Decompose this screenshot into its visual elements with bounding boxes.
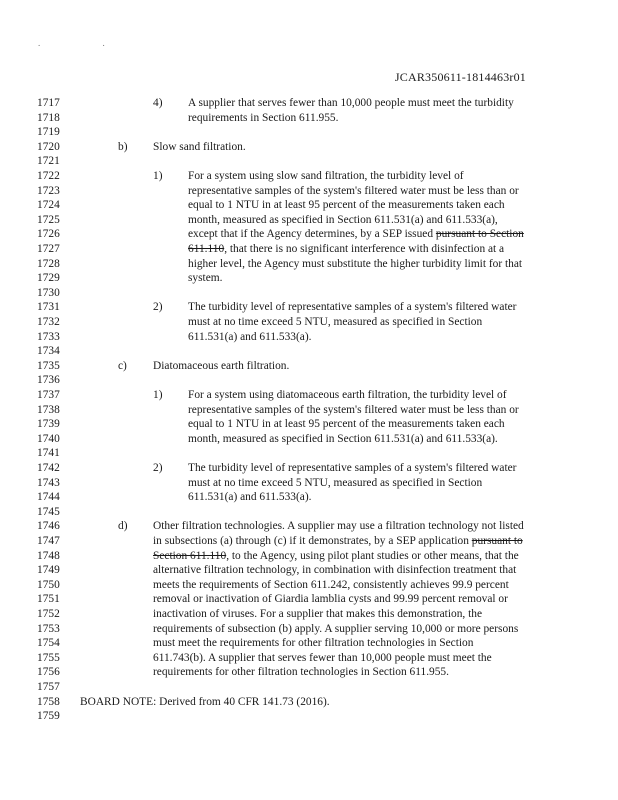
line-number: 1751 (37, 593, 60, 606)
line-text (153, 636, 473, 650)
line-number: 1749 (37, 564, 60, 577)
text-segment: higher level, the Agency must substitute the higher turbidity limit for that (188, 257, 523, 270)
line-number: 1754 (37, 637, 60, 650)
text-segment: must meet the requirements for other filtration technologies in Section (153, 637, 474, 650)
line-number: 1740 (37, 432, 60, 445)
line-number: 1744 (37, 491, 60, 504)
text-segment: 611.531(a) and 611.533(a). (188, 330, 312, 343)
line-number: 1743 (37, 476, 60, 489)
line-text (188, 300, 516, 314)
line-text (188, 403, 519, 417)
line-number: 1753 (37, 622, 60, 635)
line-text (188, 184, 519, 198)
line-number: 1732 (37, 316, 60, 328)
paragraph-number: 1) (153, 170, 163, 182)
line-text (188, 417, 505, 431)
line-number: 1750 (37, 578, 60, 591)
line-text (188, 96, 514, 110)
line-text (153, 549, 519, 563)
text-segment: except that if the Agency determines, by a SEP issued (188, 228, 436, 241)
paragraph-number: 2) (153, 301, 163, 314)
line-number: 1722 (37, 170, 60, 182)
line-text (188, 111, 338, 125)
line-number: 1745 (37, 505, 60, 518)
text-segment: inactivation of viruses. For a supplier that makes this demonstration, the (153, 608, 482, 620)
line-number: 1730 (37, 286, 60, 299)
line-number: 1728 (37, 257, 60, 270)
line-number: 1738 (37, 403, 60, 416)
line-text (153, 519, 524, 533)
line-number: 1726 (37, 228, 60, 241)
line-number: 1747 (37, 535, 60, 547)
text-segment: The turbidity level of representative samples of a system's filtered water (188, 301, 517, 314)
line-number: 1741 (37, 447, 60, 460)
line-text (188, 213, 498, 227)
line-number: 1734 (37, 345, 60, 358)
text-segment: 611.743(b). A supplier that serves fewer than 10,000 people must meet the (153, 651, 492, 664)
line-text (188, 271, 223, 285)
line-text (153, 651, 492, 665)
line-text (153, 96, 163, 110)
line-number: 1759 (37, 710, 60, 723)
line-number: 1735 (37, 359, 60, 372)
line-text (153, 592, 508, 606)
subsection-label: b) (118, 140, 128, 153)
line-number: 1733 (37, 330, 60, 343)
text-segment: BOARD NOTE: Derived from 40 CFR 141.73 (2016). (80, 695, 330, 708)
struck-text: pursuant to (471, 535, 523, 547)
line-text (153, 607, 482, 621)
struck-text: Section 611.110 (153, 549, 227, 562)
line-number: 1725 (37, 213, 60, 226)
line-number: 1758 (37, 695, 60, 708)
text-segment: system. (188, 272, 223, 285)
line-text (188, 461, 516, 475)
line-number: 1718 (37, 111, 60, 124)
text-segment: Diatomaceous earth filtration. (153, 359, 290, 372)
text-segment: equal to 1 NTU in at least 95 percent of the measurements taken each (188, 418, 505, 431)
line-number: 1729 (37, 272, 60, 285)
line-text (153, 140, 246, 154)
text-segment: requirements in Section 611.955. (188, 111, 339, 124)
text-segment: , to the Agency, using pilot plant studies or other means, that the (226, 549, 519, 562)
line-number: 1721 (37, 155, 60, 168)
line-text (153, 665, 449, 679)
subsection-label: c) (118, 359, 127, 372)
line-text (153, 578, 509, 592)
line-number: 1720 (37, 140, 60, 153)
line-number: 1756 (37, 666, 60, 679)
text-segment: must at no time exceed 5 NTU, measured as specified in Section (188, 476, 483, 489)
line-text (188, 315, 482, 329)
line-text (188, 169, 464, 183)
line-text (188, 198, 505, 212)
line-number: 1746 (37, 520, 60, 533)
line-text (153, 622, 518, 636)
text-segment: representative samples of the system's filtered water must be less than or (188, 184, 519, 197)
line-text (188, 388, 507, 402)
line-text (188, 227, 524, 241)
document-id: JCAR350611-1814463r01 (394, 70, 526, 84)
line-text (188, 242, 504, 256)
text-segment: 611.531(a) and 611.533(a). (188, 491, 312, 504)
text-segment: in subsections (a) through (c) if it demonstrates, by a SEP application (153, 535, 472, 547)
line-number: 1739 (37, 418, 60, 431)
line-text (153, 563, 516, 577)
line-number: 1757 (37, 681, 60, 693)
line-text (188, 432, 498, 446)
line-number: 1727 (37, 243, 60, 255)
text-segment: requirements of subsection (b) apply. A supplier serving 10,000 or more persons (153, 622, 519, 635)
text-segment: alternative filtration technology, in combination with disinfection treatment that (153, 564, 517, 577)
line-text (153, 359, 289, 373)
text-segment: month, measured as specified in Section 611.531(a) and 611.533(a). (188, 432, 498, 445)
struck-text: 611.110 (188, 243, 225, 255)
line-text (188, 490, 311, 504)
text-segment: must at no time exceed 5 NTU, measured as specified in Section (188, 316, 483, 328)
line-text (188, 257, 522, 271)
text-segment: Slow sand filtration. (153, 140, 246, 153)
text-segment: For a system using diatomaceous earth filtration, the turbidity level of (188, 389, 507, 401)
text-segment: Other filtration technologies. A supplier may use a filtration technology not listed (153, 520, 524, 533)
text-segment: equal to 1 NTU in at least 95 percent of the measurements taken each (188, 199, 505, 212)
text-segment: 4) (153, 97, 163, 109)
line-number: 1736 (37, 374, 60, 387)
line-number: 1737 (37, 389, 60, 401)
line-number: 1731 (37, 301, 60, 314)
text-segment: A supplier that serves fewer than 10,000 people must meet the turbidity (188, 97, 514, 109)
line-number: 1719 (37, 126, 60, 139)
line-text (80, 695, 330, 709)
line-number: 1724 (37, 199, 60, 212)
paragraph-number: 1) (153, 389, 163, 401)
scan-marks: . . (38, 38, 135, 48)
line-number: 1723 (37, 184, 60, 197)
line-number: 1742 (37, 462, 60, 474)
subsection-label: d) (118, 520, 128, 533)
line-number: 1752 (37, 608, 60, 620)
line-number: 1755 (37, 651, 60, 664)
paragraph-number: 2) (153, 462, 163, 474)
text-segment: The turbidity level of representative samples of a system's filtered water (188, 462, 517, 474)
line-number: 1748 (37, 549, 60, 562)
struck-text: pursuant to Section (435, 228, 524, 241)
text-segment: requirements for other filtration technologies in Section 611.955. (153, 666, 449, 679)
text-segment: meets the requirements of Section 611.242, consistently achieves 99.9 percent (153, 578, 509, 591)
line-number: 1717 (37, 97, 60, 109)
text-segment: month, measured as specified in Section 611.531(a) and 611.533(a), (188, 213, 498, 226)
line-text (188, 476, 482, 490)
line-text (188, 330, 311, 344)
text-segment: For a system using slow sand filtration, the turbidity level of (188, 170, 464, 182)
text-segment: removal or inactivation of Giardia lamblia cysts and 99.99 percent removal or (153, 593, 508, 606)
line-text (153, 534, 523, 548)
text-segment: representative samples of the system's filtered water must be less than or (188, 403, 519, 416)
text-segment: , that there is no significant interference with disinfection at a (224, 243, 505, 255)
